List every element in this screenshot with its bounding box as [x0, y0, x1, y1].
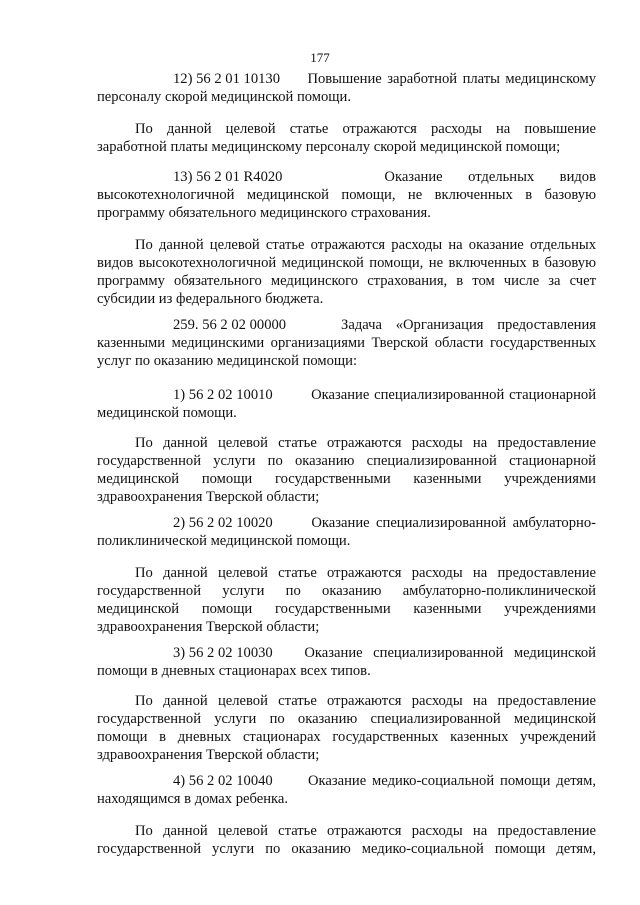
- budget-code: 259. 56 2 02 00000: [173, 317, 287, 333]
- budget-code: 2) 56 2 02 10020: [173, 515, 273, 531]
- item-title: Задача «Организация предоставления казенными медицинскими организациями Тверской области государственных услуг по оказанию медицинской помощи:: [97, 317, 597, 369]
- paragraph-item-12: [97, 70, 596, 106]
- paragraph-description: По данной целевой статье отражаются расходы на оказание отдельных видов высокотехнологичной медицинской помощи, не включенных в базовую программу обязательного медицинского страхования, в том числе за счет субсидии из федерального бюджета.: [97, 237, 596, 307]
- paragraph-description: По данной целевой статье отражаются расходы на предоставление государственной услуги по оказанию амбулаторно-поликлинической медицинской помощи государственными казенными учреждениями здравоохранения Тверской области;: [97, 565, 596, 635]
- paragraph-description: По данной целевой статье отражаются расходы на предоставление государственной услуги по оказанию специализированной стационарной медицинской помощи государственными казенными учреждениями здравоохранения Тверской области;: [97, 435, 596, 505]
- paragraph-item-1: [97, 386, 596, 422]
- budget-code: 12) 56 2 01 10130: [173, 71, 281, 87]
- budget-code: 13) 56 2 01 R4020: [173, 169, 283, 185]
- page-number: 177: [310, 50, 330, 65]
- item-title: Оказание специализированной медицинской помощи в дневных стационарах всех типов.: [97, 645, 596, 679]
- budget-code: 4) 56 2 02 10040: [173, 773, 273, 789]
- paragraph-item-2: [97, 514, 596, 550]
- item-title: Оказание отдельных видов высокотехнологичной медицинской помощи, не включенных в базовую программу обязательного медицинского страхования.: [97, 169, 596, 221]
- item-title: Повышение заработной платы медицинскому персоналу скорой медицинской помощи.: [97, 71, 596, 105]
- paragraph-description: По данной целевой статье отражаются расходы на предоставление государственной услуги по оказанию медико-социальной помощи детям,: [97, 823, 596, 857]
- paragraph-description: По данной целевой статье отражаются расходы на предоставление государственной услуги по оказанию специализированной медицинской помощи в дневных стационарах государственных казенных учреждений здравоохранения Тверской области;: [97, 693, 596, 763]
- paragraph-description: По данной целевой статье отражаются расходы на повышение заработной платы медицинскому персоналу скорой медицинской помощи;: [97, 121, 596, 155]
- budget-code: 1) 56 2 02 10010: [173, 387, 273, 403]
- budget-code: 3) 56 2 02 10030: [173, 645, 273, 661]
- paragraph-item-13: [97, 168, 596, 222]
- paragraph-item-3: [97, 644, 596, 680]
- paragraph-task-259: [97, 316, 596, 370]
- item-title: Оказание специализированной амбулаторно-поликлинической медицинской помощи.: [97, 515, 596, 549]
- paragraph-item-4: [97, 772, 596, 808]
- item-title: Оказание медико-социальной помощи детям, находящимся в домах ребенка.: [97, 773, 596, 807]
- item-title: Оказание специализированной стационарной медицинской помощи.: [97, 387, 597, 421]
